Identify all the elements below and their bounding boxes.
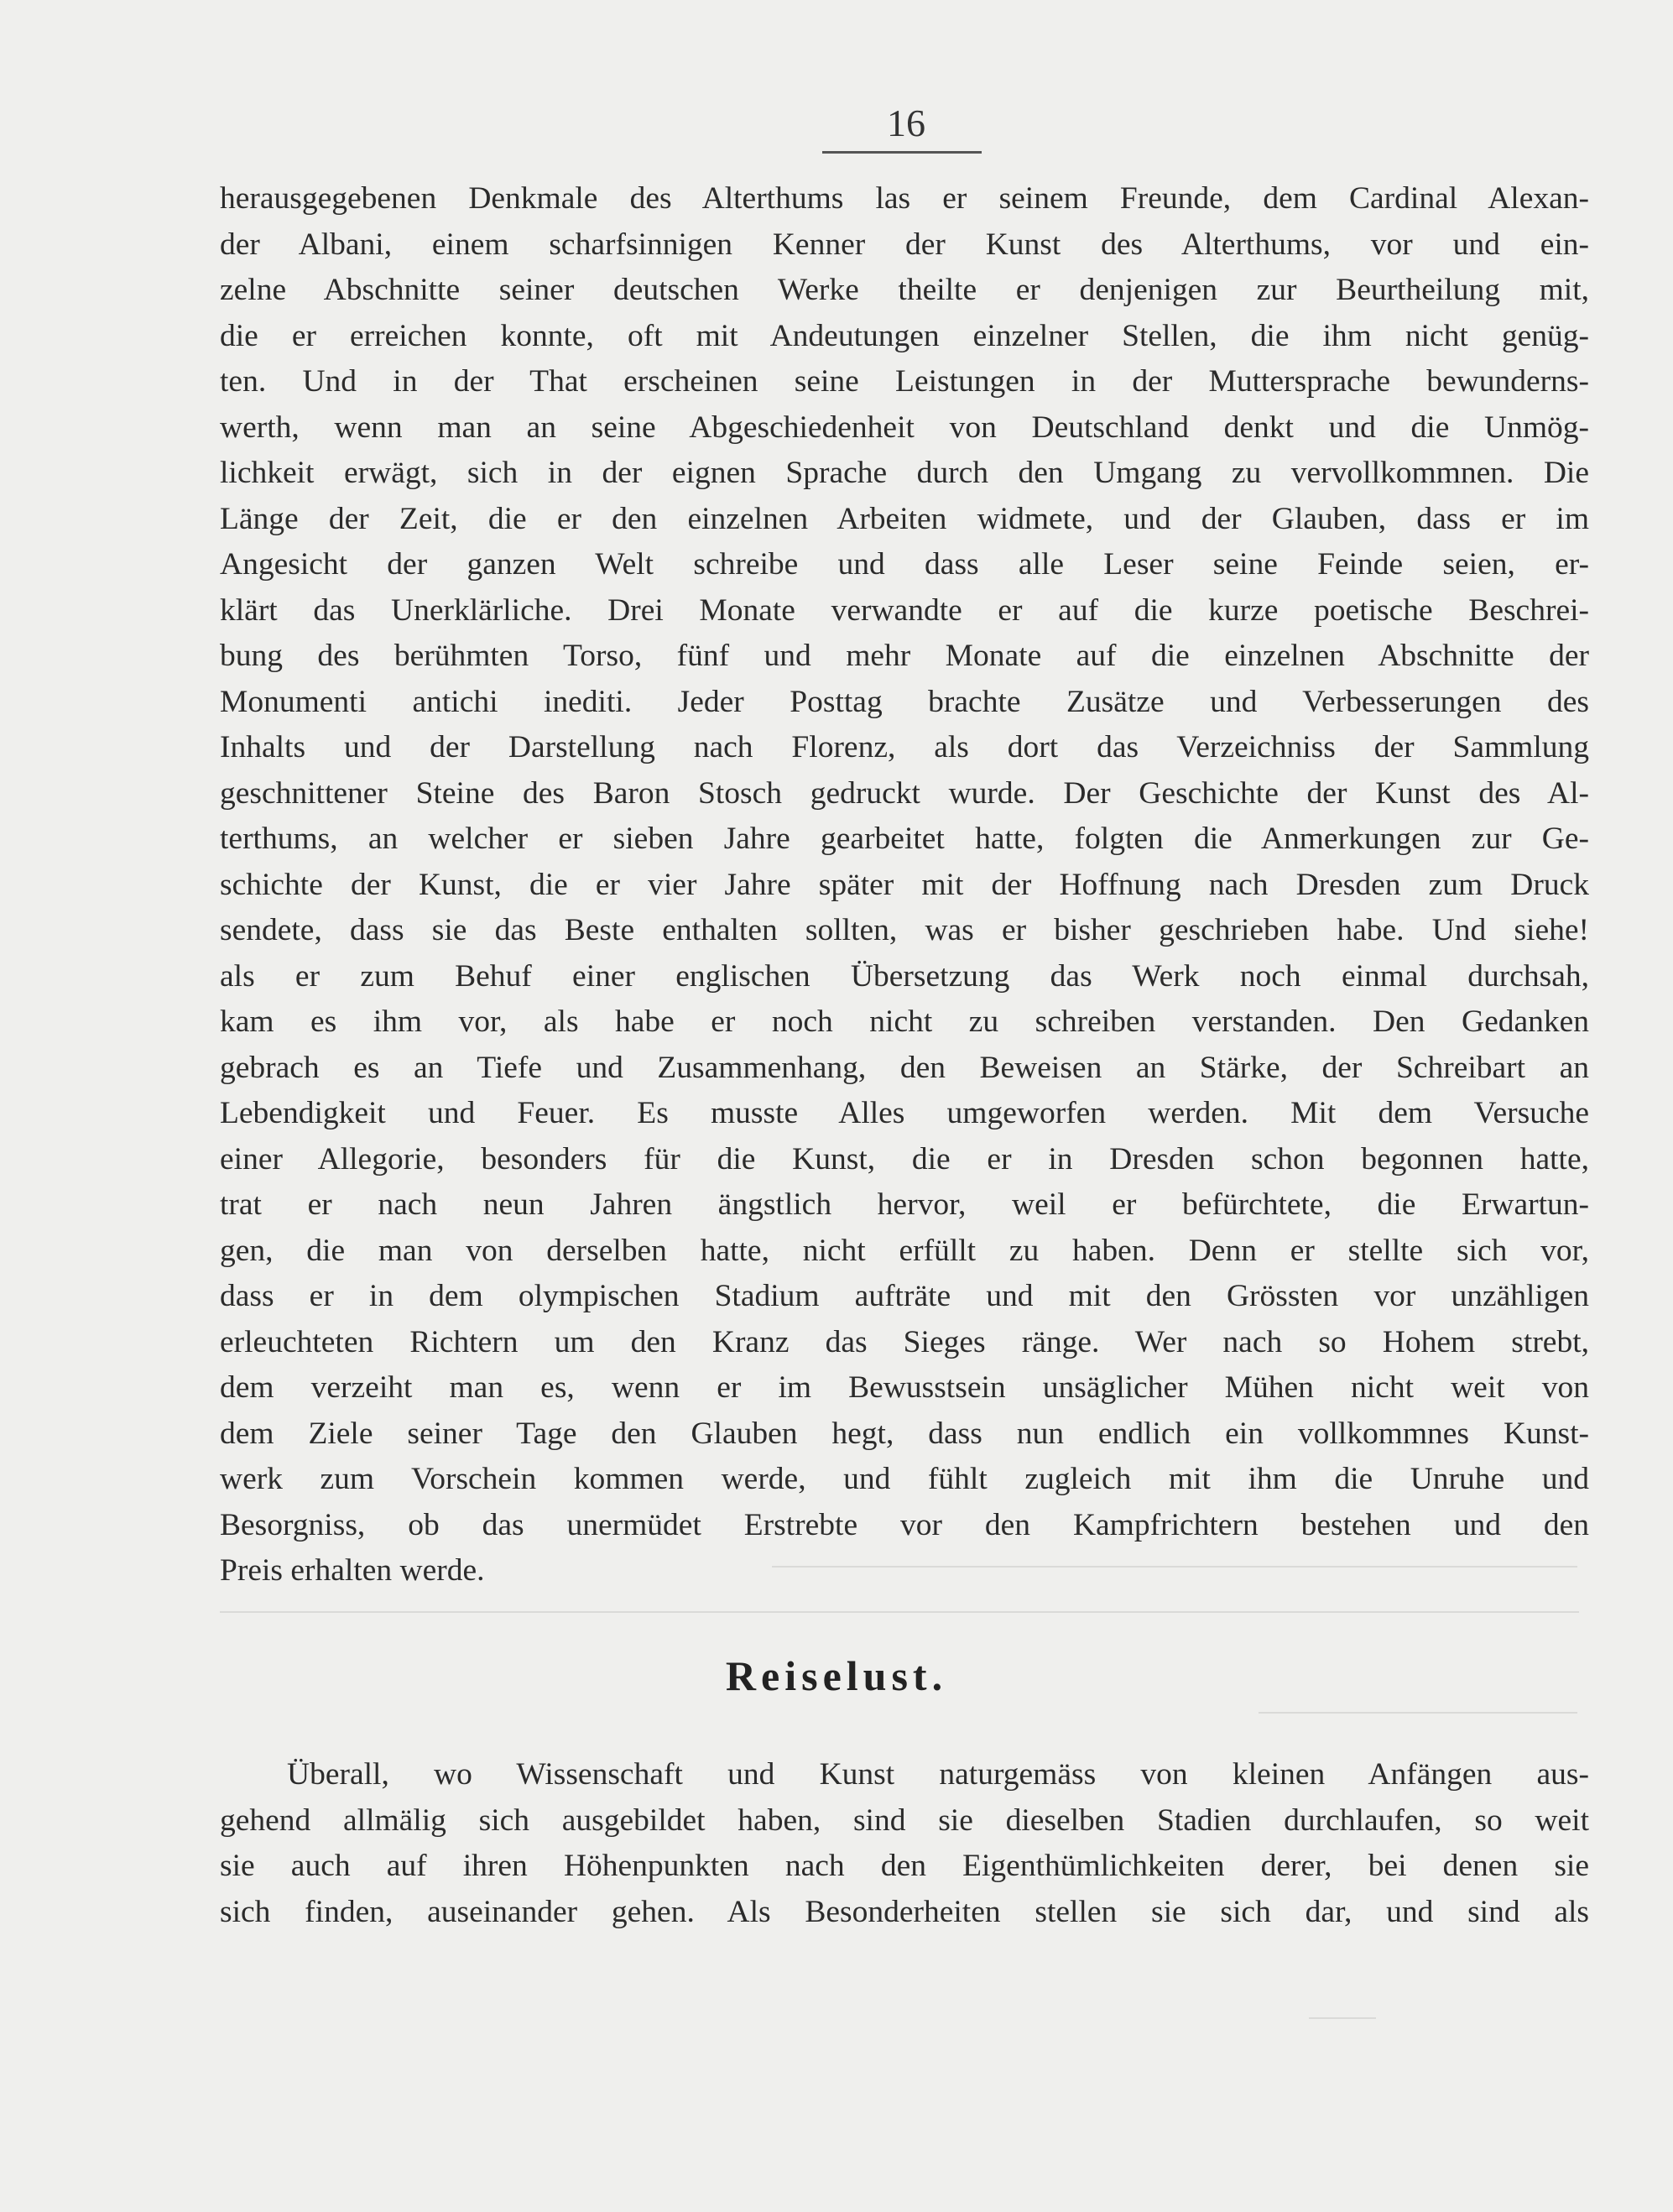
text-line: Lebendigkeit und Feuer. Es musste Alles umgeworfen werden. Mit dem Versuche: [220, 1096, 1589, 1130]
bleed-through-mark: [220, 1611, 1579, 1613]
text-line: einer Allegorie, besonders für die Kunst, die er in Dresden schon begonnen hatte,: [220, 1141, 1589, 1176]
text-line: zelne Abschnitte seiner deutschen Werke theilte er denjenigen zur Beurtheilung mit,: [220, 273, 1589, 307]
text-line: sie auch auf ihren Höhenpunkten nach den Eigenthümlichkeiten derer, bei denen sie: [220, 1849, 1589, 1883]
text-line: Länge der Zeit, die er den einzelnen Arbeiten widmete, und der Glauben, dass er im: [220, 501, 1589, 536]
page-number: 16: [887, 102, 925, 144]
text-line: trat er nach neun Jahren ängstlich hervor, weil er befürchtete, die Erwartun-: [220, 1187, 1589, 1222]
text-line: lichkeit erwägt, sich in der eignen Sprache durch den Umgang zu vervollkommnen. Die: [220, 456, 1589, 490]
text-line: kam es ihm vor, als habe er noch nicht zu schreiben verstanden. Den Gedanken: [220, 1004, 1589, 1039]
text-line: Monumenti antichi inediti. Jeder Posttag brachte Zusätze und Verbesserungen des: [220, 684, 1589, 719]
text-line: dem verzeiht man es, wenn er im Bewusstsein unsäglicher Mühen nicht weit von: [220, 1370, 1589, 1405]
page-number-rule: [822, 151, 982, 154]
text-line: gebrach es an Tiefe und Zusammenhang, den Beweisen an Stärke, der Schreibart an: [220, 1050, 1589, 1085]
text-line: geschnittener Steine des Baron Stosch gedruckt wurde. Der Geschichte der Kunst des Al-: [220, 775, 1589, 811]
text-line: als er zum Behuf einer englischen Übersetzung das Werk noch einmal durchsah,: [220, 958, 1589, 994]
text-line: sich finden, auseinander gehen. Als Besonderheiten stellen sie sich dar, und sind als: [220, 1894, 1589, 1929]
text-line: die er erreichen konnte, oft mit Andeutungen einzelner Stellen, die ihm nicht genüg-: [220, 318, 1589, 353]
text-line: Angesicht der ganzen Welt schreibe und dass alle Leser seine Feinde seien, er-: [220, 547, 1589, 582]
text-line: bung des berühmten Torso, fünf und mehr Monate auf die einzelnen Abschnitte der: [220, 639, 1589, 673]
text-line: herausgegebenen Denkmale des Alterthums las er seinem Freunde, dem Cardinal Alexan-: [220, 181, 1589, 216]
section-heading: Reiselust.: [725, 1652, 948, 1699]
text-line: schichte der Kunst, die er vier Jahre später mit der Hoffnung nach Dresden zum Druck: [220, 867, 1589, 902]
text-line: sendete, dass sie das Beste enthalten sollten, was er bisher geschrieben habe. Und siehe!: [220, 913, 1589, 947]
bleed-through-mark: [772, 1566, 1577, 1568]
text-line: Inhalts und der Darstellung nach Florenz, als dort das Verzeichniss der Sammlung: [220, 730, 1589, 764]
text-line: klärt das Unerklärliche. Drei Monate verwandte er auf die kurze poetische Beschrei-: [220, 592, 1589, 628]
text-line: werth, wenn man an seine Abgeschiedenheit von Deutschland denkt und die Unmög-: [220, 410, 1589, 445]
text-line: Preis erhalten werde.: [220, 1553, 485, 1588]
text-line: gehend allmälig sich ausgebildet haben, sind sie dieselben Stadien durchlaufen, so weit: [220, 1802, 1589, 1838]
text-line: dass er in dem olympischen Stadium aufträte und mit den Grössten vor unzähligen: [220, 1279, 1589, 1313]
bleed-through-mark: [1309, 2017, 1376, 2019]
text-line: Überall, wo Wissenschaft und Kunst naturgemäss von kleinen Anfängen aus-: [287, 1757, 1589, 1792]
text-line: erleuchteten Richtern um den Kranz das Sieges ränge. Wer nach so Hohem strebt,: [220, 1324, 1589, 1359]
main-paragraph: [220, 176, 1589, 1594]
text-line: terthums, an welcher er sieben Jahre gearbeitet hatte, folgten die Anmerkungen zur Ge-: [220, 822, 1589, 856]
text-line: ten. Und in der That erscheinen seine Leistungen in der Muttersprache bewunderns-: [220, 364, 1589, 399]
text-line: werk zum Vorschein kommen werde, und fühlt zugleich mit ihm die Unruhe und: [220, 1462, 1589, 1496]
bleed-through-mark: [1259, 1712, 1577, 1714]
text-line: der Albani, einem scharfsinnigen Kenner der Kunst des Alterthums, vor und ein-: [220, 227, 1589, 262]
section-paragraph: [220, 1752, 1589, 1935]
text-line: gen, die man von derselben hatte, nicht erfüllt zu haben. Denn er stellte sich vor,: [220, 1233, 1589, 1268]
text-line: Besorgniss, ob das unermüdet Erstrebte vor den Kampfrichtern bestehen und den: [220, 1507, 1589, 1542]
text-line: dem Ziele seiner Tage den Glauben hegt, dass nun endlich ein vollkommnes Kunst-: [220, 1416, 1589, 1451]
